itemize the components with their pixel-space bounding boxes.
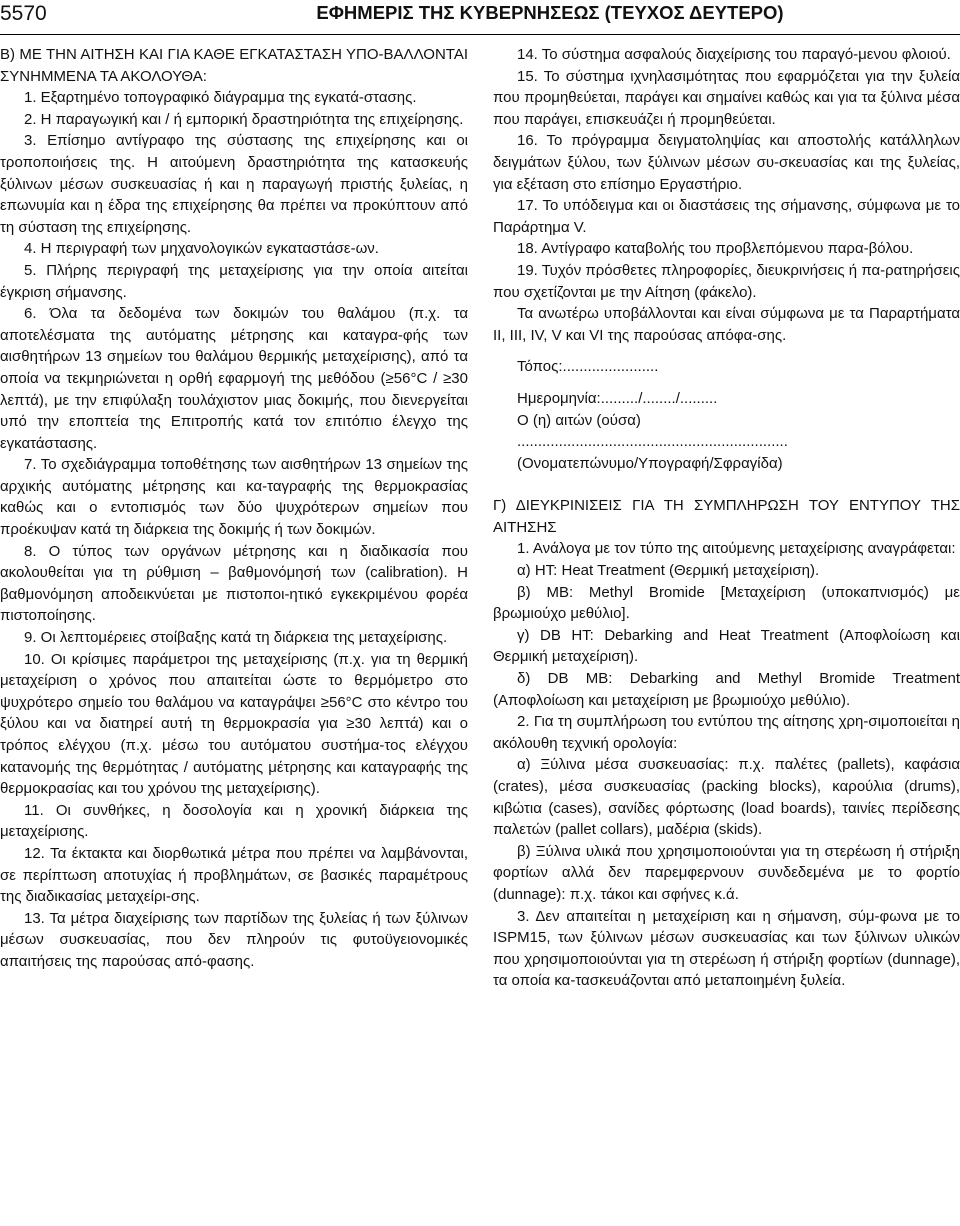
list-item: 1. Εξαρτημένο τοπογραφικό διάγραμμα της εγκατά-στασης. xyxy=(24,89,417,107)
gazette-title: ΕΦΗΜΕΡΙΣ ΤΗΣ ΚΥΒΕΡΝΗΣΕΩΣ (ΤΕΥΧΟΣ ΔΕΥΤΕΡΟ) xyxy=(316,2,784,23)
list-item: 12. Τα έκτακτα και διορθωτικά μέτρα που πρέπει να λαμβάνονται, σε περίπτωση αποτυχίας ή προβλημάτων, σε βασικές παραμέτρους της διαδικασίας μεταχείρι-σης. xyxy=(0,844,468,906)
list-item: 3. Δεν απαιτείται η μεταχείριση και η σήμανση, σύμ-φωνα με το ISPM15, των ξύλινων μέσων συσκευασίας και των ξύλινων υλικών που χρησιμοποιούνται για τη στερέωση ή στήριξη φορτίων (dunnage), τα οποία κα-τασκευάζονται από μεταποιημένη ξυλεία. xyxy=(493,907,960,990)
list-item: 15. Το σύστημα ιχνηλασιμότητας που εφαρμόζεται για την ξυλεία που προμηθεύεται, παράγει και σημαίνει καθώς και για τα ξύλινα μέσα που παράγει, επισκευάζει ή προμηθεύεται. xyxy=(493,67,960,128)
list-item: β) MB: Methyl Bromide [Μεταχείριση (υποκαπνισμός) με βρωμιούχο μεθύλιο]. xyxy=(493,583,960,623)
left-column xyxy=(0,44,468,973)
list-item: 10. Οι κρίσιμες παράμετροι της μεταχείρισης (π.χ. για τη θερμική μεταχείριση ο χρόνος που απαιτείται ώστε το θερμόμετρο στο ψυχρότερο σημείο του θαλάμου να καταγράψει ≥56°C στο κέντρο του ξύλου και να διατηρεί αυτή τη θερμοκρασία για ≥30 λεπτά) και ο τρόπος ελέγχου (π.χ. μέσω του αυτόματου συστήμα-τος ελέγχου κατανομής της θερμότητας / αυτόματης μέτρησης και καταγραφής της θερμοκρασίας και του χρόνου της μεταχείρισης). xyxy=(0,650,468,798)
submission-statement: Τα ανωτέρω υποβάλλονται και είναι σύμφωνα με τα Παραρτήματα ΙΙ, ΙΙΙ, ΙV, V και VI της παρούσας απόφα-σης. xyxy=(493,305,960,344)
list-item: 9. Οι λεπτομέρειες στοίβαξης κατά τη διάρκεια της μεταχείρισης. xyxy=(24,629,448,647)
list-item: 18. Αντίγραφο καταβολής του προβλεπόμενου παρα-βόλου. xyxy=(517,240,914,258)
list-item: 19. Τυχόν πρόσθετες πληροφορίες, διευκρινήσεις ή πα-ρατηρήσεις που σχετίζονται με την Αίτηση (φάκελο). xyxy=(493,261,960,301)
list-item: 7. Το σχεδιάγραμμα τοποθέτησης των αισθητήρων 13 σημείων της αρχικής αυτόματης μέτρησης και κα-ταγραφής της θερμοκρασίας καθώς και ο εντοπισμός των δύο ψυχρότερων σημείων που προέκυψαν κατά τη διάρκεια της δοκιμής ή των δοκιμών. xyxy=(0,456,468,539)
list-item: 1. Ανάλογα με τον τύπο της αιτούμενης μεταχείρισης αναγράφεται: xyxy=(517,540,956,558)
list-item: γ) DB HT: Debarking and Heat Treatment (Αποφλοίωση και Θερμική μεταχείριση). xyxy=(493,626,960,666)
place-field: Τόπος:....................... xyxy=(517,358,659,376)
list-item: 11. Οι συνθήκες, η δοσολογία και η χρονική διάρκεια της μεταχείρισης. xyxy=(0,801,468,841)
list-item: 5. Πλήρης περιγραφή της μεταχείρισης για την οποία αιτείται έγκριση σήμανσης. xyxy=(0,261,468,301)
list-item: 13. Τα μέτρα διαχείρισης των παρτίδων της ξυλείας ή των ξύλινων μέσων συσκευασίας, που δεν πληρούν τις φυτοϋγειονομικές απαιτήσεις της παρούσας από-φασης. xyxy=(0,909,468,970)
header-divider xyxy=(0,34,960,35)
list-item: 8. Ο τύπος των οργάνων μέτρησης και η διαδικασία που ακολουθείται για τη ρύθμιση – βαθμονόμησή των (calibration). Η βαθμονόμηση αποδεικνύεται με πιστοποι-ητικό εγκεκριμένου φορέα πιστοποίησης. xyxy=(0,542,468,625)
list-item: 14. Το σύστημα ασφαλούς διαχείρισης του παραγό-μενου φλοιού. xyxy=(517,46,951,63)
list-item: β) Ξύλινα υλικά που χρησιμοποιούνται για τη στερέωση ή στήριξη φορτίων αλλά δεν παρεμφερνουν συνδεδεμένα με το φορτίο (dunnage): π.χ. τάκοι και σφήνες κ.ά. xyxy=(493,842,960,903)
list-item: α) Ξύλινα μέσα συσκευασίας: π.χ. παλέτες (pallets), καφάσια (crates), μέσα συσκευασίας (packing blocks), καρούλια (drums), κιβώτια (cases), σανίδες φόρτωσης (load boards), ταινίες περίδεσης παλετών (pallet collars), μαδέρια (skids). xyxy=(493,756,960,839)
applicant-label: Ο (η) αιτών (ούσα) xyxy=(517,411,641,429)
signature-label: (Ονοματεπώνυμο/Υπογραφή/Σφραγίδα) xyxy=(517,454,783,472)
list-item: 17. Το υπόδειγμα και οι διαστάσεις της σήμανσης, σύμφωνα με το Παράρτημα V. xyxy=(493,197,960,236)
section-c-heading: Γ) ΔΙΕΥΚΡΙΝΙΣΕΙΣ ΓΙΑ ΤΗ ΣΥΜΠΛΗΡΩΣΗ ΤΟΥ ΕΝΤΥΠΟΥ ΤΗΣ ΑΙΤΗΣΗΣ xyxy=(493,497,960,536)
date-field: Ημερομηνία:........./......../......... xyxy=(517,389,718,407)
list-item: 16. Το πρόγραμμα δειγματοληψίας και αποστολής κατάλληλων δειγμάτων ξύλου, των ξύλινων μέσων συ-σκευασίας και της ξυλείας, για εξέταση στο επίσημο Εργαστήριο. xyxy=(493,132,960,193)
list-item: 2. Για τη συμπλήρωση του εντύπου της αίτησης χρη-σιμοποιείται η ακόλουθη τεχνική ορολογία: xyxy=(493,713,960,752)
list-item: δ) DB MB: Debarking and Methyl Bromide Treatment (Αποφλοίωση και μεταχείριση με βρωμιούχο μεθύλιο). xyxy=(493,670,960,709)
signature-dots: ................................................................. xyxy=(517,433,788,451)
page-header xyxy=(0,0,960,34)
list-item: α) HT: Heat Treatment (Θερμική μεταχείριση). xyxy=(517,562,820,580)
list-item: 2. Η παραγωγική και / ή εμπορική δραστηριότητα της επιχείρησης. xyxy=(24,110,464,128)
list-item: 3. Επίσημο αντίγραφο της σύστασης της επιχείρησης και οι τροποποιήσεις της. Η αιτούμενη δραστηριότητα της κατασκευής ξύλινων μέσων συσκευασίας ή και η παραγωγή πριστής ξυλείας, η επωνυμία και η έδρα της επιχείρησης θα πρέπει να προκύπτουν από τη σύσταση της επιχείρησης. xyxy=(0,132,468,236)
section-b-heading: Β) ΜΕ ΤΗΝ ΑΙΤΗΣΗ ΚΑΙ ΓΙΑ ΚΑΘΕ ΕΓΚΑΤΑΣΤΑΣΗ ΥΠΟ-ΒΑΛΛΟΝΤΑΙ ΣΥΝΗΜΜΕΝΑ ΤΑ ΑΚΟΛΟΥΘΑ: xyxy=(0,46,468,85)
page-number: 5570 xyxy=(0,2,47,25)
list-item: 4. Η περιγραφή των μηχανολογικών εγκαταστάσε-ων. xyxy=(24,240,379,258)
list-item: 6. Όλα τα δεδομένα των δοκιμών του θαλάμου (π.χ. τα αποτελέσματα της αυτόματης μέτρησης και καταγρα-φής των αισθητήρων 13 σημείων του θαλάμου θερμικής μεταχείρισης), από τα οποία να τεκμηριώνεται η ορθή εφαρμογή της μεθόδου (≥56°C / ≥30 λεπτά), με την επιφύλαξη τουλάχιστον μιας δοκιμής, που διενεργείται υπό την εποπτεία της Επιτροπής κατά τον επιτόπιο έλεγχο της εγκατάστασης. xyxy=(0,305,468,452)
right-column xyxy=(493,44,960,992)
